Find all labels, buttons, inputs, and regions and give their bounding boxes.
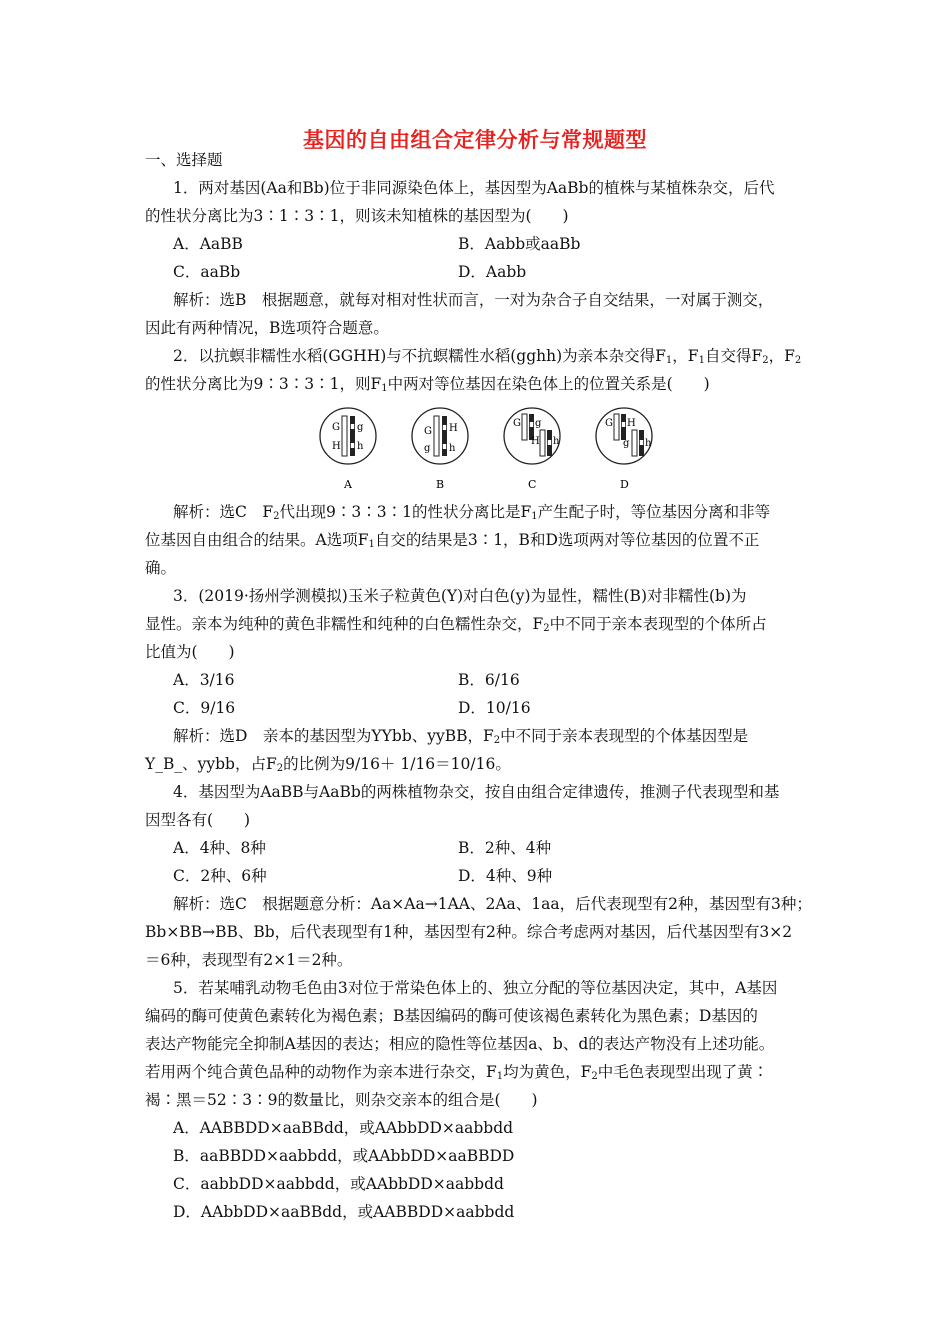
figure-b: [412, 408, 468, 464]
q3-option-d: D．10/16: [458, 699, 531, 717]
q1-answer-line-1: 解析：选B 根据题意，就每对相对性状而言，一对为杂合子自交结果，一对属于测交，: [173, 291, 774, 309]
gene-label-H: H: [531, 436, 540, 447]
q5-stem-line-2: 编码的酶可使黄色素转化为褐色素；B基因编码的酶可使该褐色素转化为黑色素；D基因的: [145, 1007, 758, 1025]
q1-stem-line-2: 的性状分离比为3∶1∶3∶1，则该未知植株的基因型为( ): [145, 207, 569, 225]
q3-option-b: B．6/16: [458, 671, 520, 689]
gene-label-h: h: [553, 436, 560, 447]
q4-answer-line-2: Bb×BB→BB、Bb，后代表现型有1种，基因型有2种。综合考虑两对基因，后代基因型有3×2: [145, 923, 793, 941]
q1-answer-line-2: 因此有两种情况，B选项符合题意。: [145, 319, 389, 337]
q2-answer-line-3: 确。: [145, 559, 177, 577]
section-heading: 一、选择题: [145, 151, 223, 169]
gene-label-G: G: [513, 418, 521, 429]
gene-label-H: H: [332, 441, 341, 452]
q4-option-d: D．4种、9种: [458, 867, 553, 885]
q1-option-d: D．Aabb: [458, 263, 527, 281]
figure-label-a: A: [344, 478, 352, 491]
page-title: 基因的自由组合定律分析与常规题型: [303, 127, 647, 152]
q3-answer-line-1: 解析：选D 亲本的基因型为YYbb、yyBB，$F_2$中不同于亲本表现型的个体基因型是: [173, 727, 749, 746]
gene-label-H: H: [627, 418, 636, 429]
q4-stem-line-2: 因型各有( ): [145, 811, 251, 829]
q3-option-c: C．9/16: [173, 699, 236, 717]
figure-a: [320, 408, 376, 464]
q1-option-a: A．AaBB: [173, 235, 243, 253]
q3-stem-line-2: 显性。亲本为纯种的黄色非糯性和纯种的白色糯性杂交，$F_2$中不同于亲本表现型的个体所占: [145, 615, 767, 634]
gene-label-g: g: [535, 418, 542, 429]
q1-option-b: B．Aabb或aaBb: [458, 235, 581, 253]
gene-label-G: G: [332, 422, 340, 433]
gene-label-g: g: [623, 438, 630, 449]
figure-d: [596, 408, 652, 464]
q4-stem-line-1: 4．基因型为AaBB与AaBb的两株植物杂交，按自由组合定律遗传，推测子代表现型和基: [173, 783, 780, 801]
q4-option-a: A．4种、8种: [173, 839, 266, 857]
q5-option-b: B．aaBBDD×aabbdd，或AAbbDD×aaBBDD: [173, 1147, 515, 1165]
q3-answer-line-2: Y_B_、yybb，占$F_2$的比例为9/16＋ 1/16＝10/16。: [145, 755, 511, 774]
q3-option-a: A．3/16: [173, 671, 235, 689]
gene-label-g: g: [424, 443, 431, 454]
q5-option-c: C．aabbDD×aabbdd，或AAbbDD×aabbdd: [173, 1175, 504, 1193]
q3-stem-line-3: 比值为( ): [145, 643, 235, 661]
q4-option-c: C．2种、6种: [173, 867, 267, 885]
figure-label-d: D: [620, 478, 629, 491]
q5-stem-line-3: 表达产物能完全抑制A基因的表达；相应的隐性等位基因a、b、d的表达产物没有上述功能。: [145, 1035, 775, 1053]
gene-label-h: h: [449, 443, 456, 454]
gene-label-H: H: [449, 423, 458, 434]
q5-option-a: A．AABBDD×aaBBdd，或AAbbDD×aabbdd: [173, 1119, 514, 1137]
q2-answer-line-2: 位基因自由组合的结果。A选项$F_1$自交的结果是3∶1，B和D选项两对等位基因的位置不正: [145, 531, 760, 550]
gene-label-G: G: [605, 418, 613, 429]
q5-option-d: D．AAbbDD×aaBBdd，或AABBDD×aabbdd: [173, 1203, 515, 1221]
q4-answer-line-1: 解析：选C 根据题意分析：Aa×Aa→1AA、2Aa、1aa，后代表现型有2种，基因型有3种；: [173, 895, 812, 913]
q1-option-c: C．aaBb: [173, 263, 241, 281]
chromosome-figure: [318, 400, 668, 492]
gene-label-G: G: [424, 426, 432, 437]
q2-answer-line-1: 解析：选C $F_2$代出现9∶3∶3∶1的性状分离比是$F_1$产生配子时，等位基因分离和非等: [173, 503, 771, 522]
q4-option-b: B．2种、4种: [458, 839, 552, 857]
gene-label-h: h: [645, 438, 652, 449]
q5-stem-line-1: 5．若某哺乳动物毛色由3对位于常染色体上的、独立分配的等位基因决定，其中，A基因: [173, 979, 778, 997]
figure-label-c: C: [528, 478, 537, 491]
q5-stem-line-4: 若用两个纯合黄色品种的动物作为亲本进行杂交，$F_1$均为黄色，$F_2$中毛色表现型出现了黄∶: [145, 1063, 769, 1082]
figure-label-b: B: [436, 478, 445, 491]
gene-label-g: g: [357, 422, 364, 433]
q5-stem-line-5: 褐∶黑＝52∶3∶9的数量比，则杂交亲本的组合是( ): [145, 1091, 538, 1109]
q2-stem-line-1: 2．以抗螟非糯性水稻(GGHH)与不抗螟糯性水稻(gghh)为亲本杂交得$F_1$，$F_1$自交得$F_2$，$F_2$: [173, 347, 802, 366]
q2-stem-line-2: 的性状分离比为9∶3∶3∶1，则$F_1$中两对等位基因在染色体上的位置关系是( ): [145, 375, 710, 394]
q4-answer-line-3: ＝6种，表现型有2×1＝2种。: [145, 951, 353, 969]
gene-label-h: h: [357, 441, 364, 452]
q1-stem-line-1: 1．两对基因(Aa和Bb)位于非同源染色体上，基因型为AaBb的植株与某植株杂交，后代: [173, 179, 775, 197]
figure-c: [504, 408, 560, 464]
q3-stem-line-1: 3．(2019·扬州学测模拟)玉米子粒黄色(Y)对白色(y)为显性，糯性(B)对非糯性(b)为: [173, 587, 747, 605]
chromosome-diagram-svg: [318, 400, 668, 492]
